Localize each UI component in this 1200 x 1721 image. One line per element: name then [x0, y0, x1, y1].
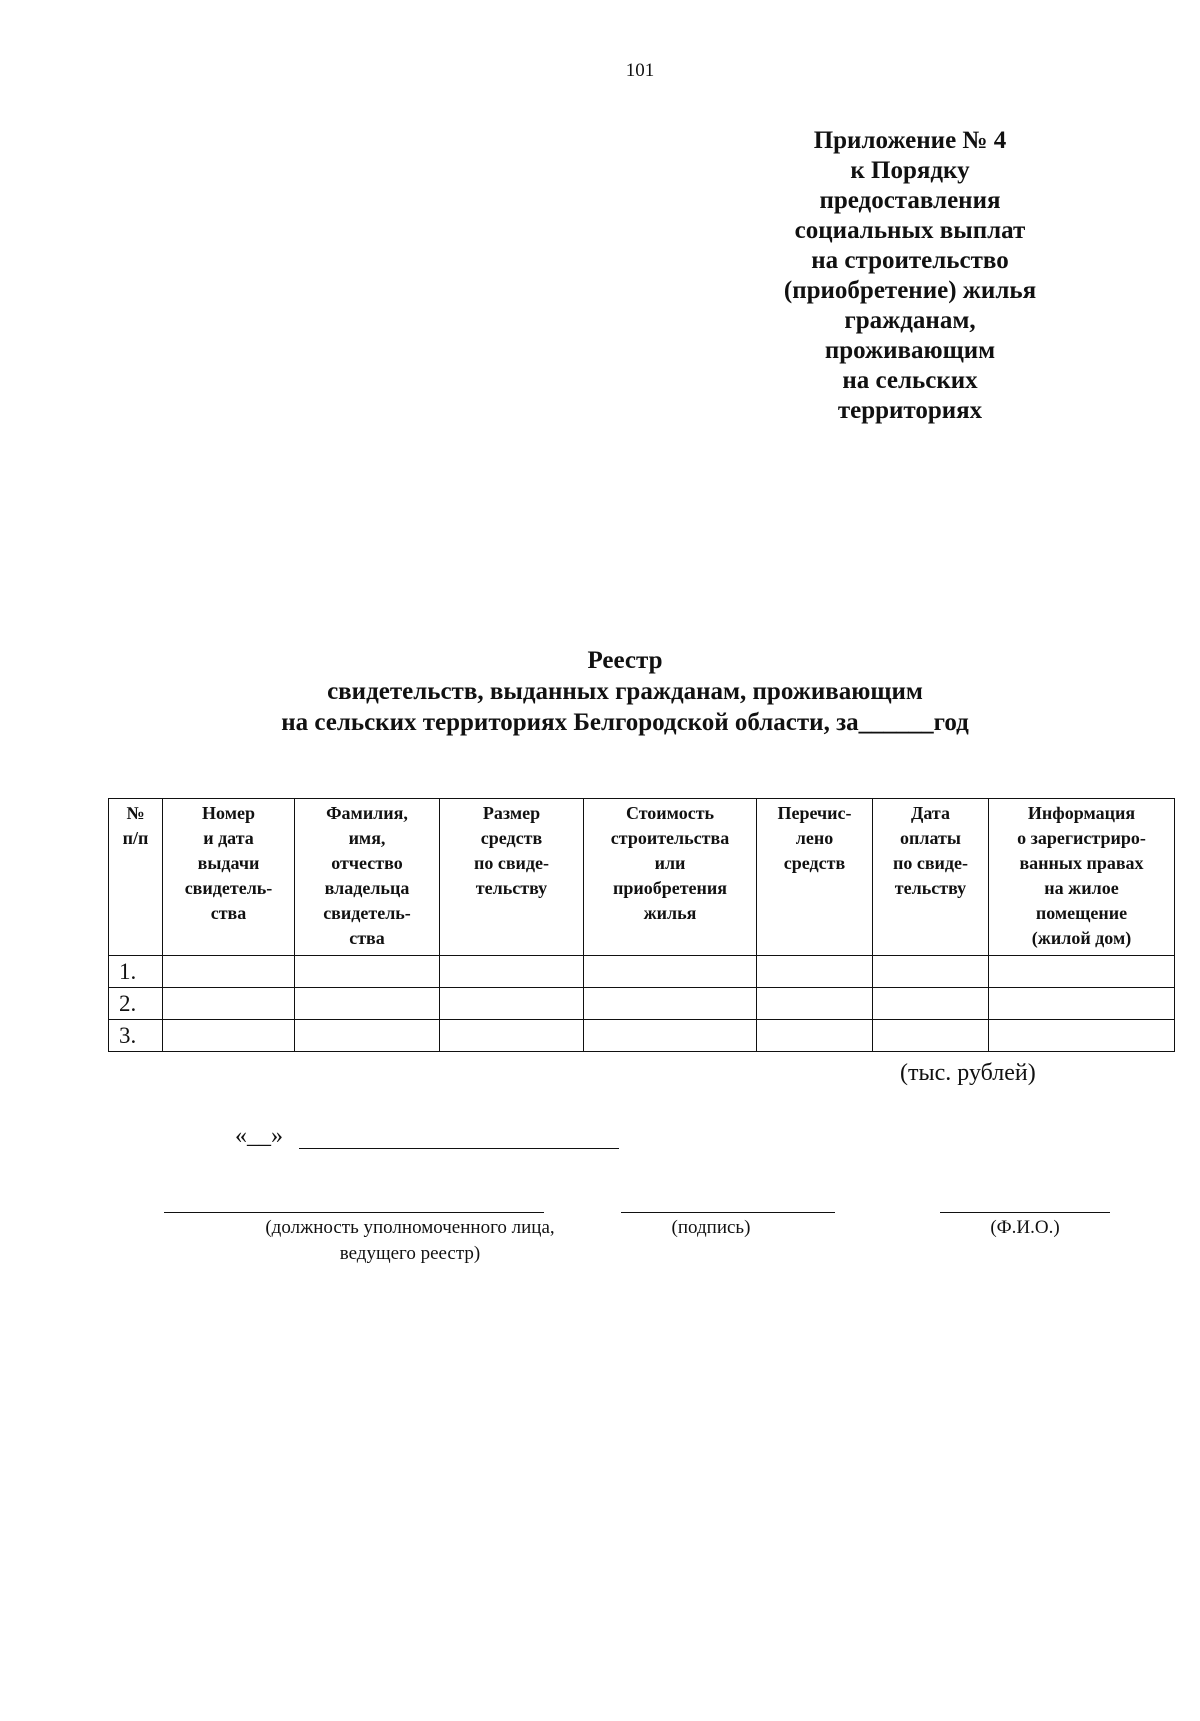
annex-line: проживающим: [824, 337, 996, 364]
name-signature-line: [940, 1212, 1110, 1213]
table-cell: [163, 956, 295, 988]
annex-line: на строительство: [811, 247, 1009, 274]
table-row: [109, 1020, 1175, 1052]
header-cell-number: № п/п: [109, 799, 163, 956]
position-signature-line: [164, 1212, 544, 1213]
table-cell: [584, 1020, 757, 1052]
table-cell: [163, 988, 295, 1020]
page-number: 101: [625, 60, 655, 81]
title-line: Реестр: [587, 647, 663, 674]
table-cell: [295, 988, 440, 1020]
header-cell-owner-name: Фамилия, имя, отчество владельца свидетель- ства: [295, 799, 440, 956]
annex-line: социальных выплат: [794, 217, 1026, 244]
header-cell-amount: Размер средств по свиде- тельству: [440, 799, 584, 956]
table-cell: [757, 1020, 873, 1052]
date-field: «__»: [235, 1123, 283, 1149]
annex-line: (приобретение) жилья: [783, 277, 1037, 304]
annex-line: к Порядку: [850, 157, 970, 184]
table-cell: [584, 956, 757, 988]
table-row: [109, 956, 1175, 988]
table-cell: [295, 956, 440, 988]
table-cell: [584, 988, 757, 1020]
title-line: на сельских территориях Белгородской области, за______год: [281, 709, 969, 736]
table-row: [109, 988, 1175, 1020]
date-underline: [299, 1148, 619, 1149]
header-cell-certificate-number: Номер и дата выдачи свидетель- ства: [163, 799, 295, 956]
registry-table: [108, 798, 1175, 1052]
table-cell: [873, 956, 989, 988]
table-cell-number: 1.: [109, 956, 163, 988]
header-cell-property-rights: Информация о зарегистриро- ванных правах на жилое помещение (жилой дом): [989, 799, 1175, 956]
table-cell: [440, 988, 584, 1020]
table-cell: [440, 956, 584, 988]
annex-line: территориях: [837, 397, 983, 424]
table-cell-number: 3.: [109, 1020, 163, 1052]
position-label-line: ведущего реестр): [339, 1243, 481, 1264]
position-label: [220, 1215, 600, 1267]
table-cell: [873, 988, 989, 1020]
table-cell: [163, 1020, 295, 1052]
header-cell-transferred: Перечис- лено средств: [757, 799, 873, 956]
table-header-row: [109, 799, 1175, 956]
table-cell: [295, 1020, 440, 1052]
table-cell-number: 2.: [109, 988, 163, 1020]
table-cell: [989, 956, 1175, 988]
name-label: (Ф.И.О.): [990, 1217, 1060, 1238]
annex-line: предоставления: [819, 187, 1001, 214]
annex-line: Приложение № 4: [813, 127, 1007, 154]
header-cell-payment-date: Дата оплаты по свиде- тельству: [873, 799, 989, 956]
table-cell: [440, 1020, 584, 1052]
table-cell: [989, 1020, 1175, 1052]
annex-heading: [730, 126, 1090, 426]
table-cell: [757, 956, 873, 988]
position-label-line: (должность уполномоченного лица,: [265, 1217, 555, 1238]
document-title: [150, 645, 1100, 738]
units-note: (тыс. рублей): [900, 1060, 1036, 1086]
table-cell: [873, 1020, 989, 1052]
table-cell: [757, 988, 873, 1020]
title-line: свидетельств, выданных гражданам, проживающим: [327, 678, 923, 705]
table-cell: [989, 988, 1175, 1020]
annex-line: гражданам,: [844, 307, 976, 334]
annex-line: на сельских: [842, 367, 978, 394]
signature-label: (подпись): [671, 1217, 751, 1238]
signature-line: [621, 1212, 835, 1213]
header-cell-cost: Стоимость строительства или приобретения жилья: [584, 799, 757, 956]
